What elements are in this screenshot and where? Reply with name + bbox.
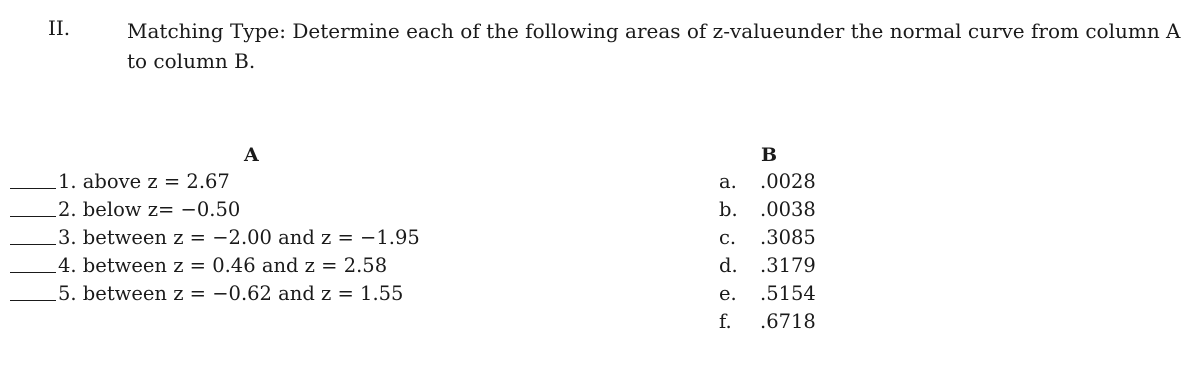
question-text: 3. between z = −2.00 and z = −1.95 [58, 226, 420, 249]
question-text: 1. above z = 2.67 [58, 170, 230, 193]
choice-value: .3179 [760, 254, 816, 277]
choice-value: .0028 [760, 170, 816, 193]
choice-value: .5154 [760, 282, 816, 305]
answer-blank[interactable] [10, 280, 56, 301]
question-text: 5. between z = −0.62 and z = 1.55 [58, 282, 404, 305]
section-number: II. [48, 16, 71, 40]
choice-item [719, 280, 816, 308]
choice-value: .0038 [760, 198, 816, 221]
choice-letter: f. [719, 310, 732, 333]
answer-blank[interactable] [10, 196, 56, 217]
instructions-text: Matching Type: Determine each of the following areas of z-valueunder the normal curve from column A to column B. [127, 19, 1181, 73]
column-b-list [719, 168, 816, 336]
question-item [10, 280, 420, 308]
choice-item [719, 168, 816, 196]
choice-item [719, 224, 816, 252]
answer-blank[interactable] [10, 224, 56, 245]
column-a-heading: A [244, 144, 259, 166]
choice-letter: a. [719, 170, 737, 193]
choice-letter: d. [719, 254, 738, 277]
question-item [10, 168, 420, 196]
choice-item [719, 196, 816, 224]
question-text: 2. below z= −0.50 [58, 198, 241, 221]
question-item [10, 196, 420, 224]
column-a-list [10, 168, 420, 308]
choice-letter: e. [719, 282, 737, 305]
choice-value: .6718 [760, 310, 816, 333]
choice-value: .3085 [760, 226, 816, 249]
choice-letter: c. [719, 226, 737, 249]
question-text: 4. between z = 0.46 and z = 2.58 [58, 254, 388, 277]
question-item [10, 224, 420, 252]
answer-blank[interactable] [10, 252, 56, 273]
choice-item [719, 308, 816, 336]
answer-blank[interactable] [10, 168, 56, 189]
question-item [10, 252, 420, 280]
column-b-heading: B [761, 144, 778, 166]
choice-letter: b. [719, 198, 738, 221]
choice-item [719, 252, 816, 280]
